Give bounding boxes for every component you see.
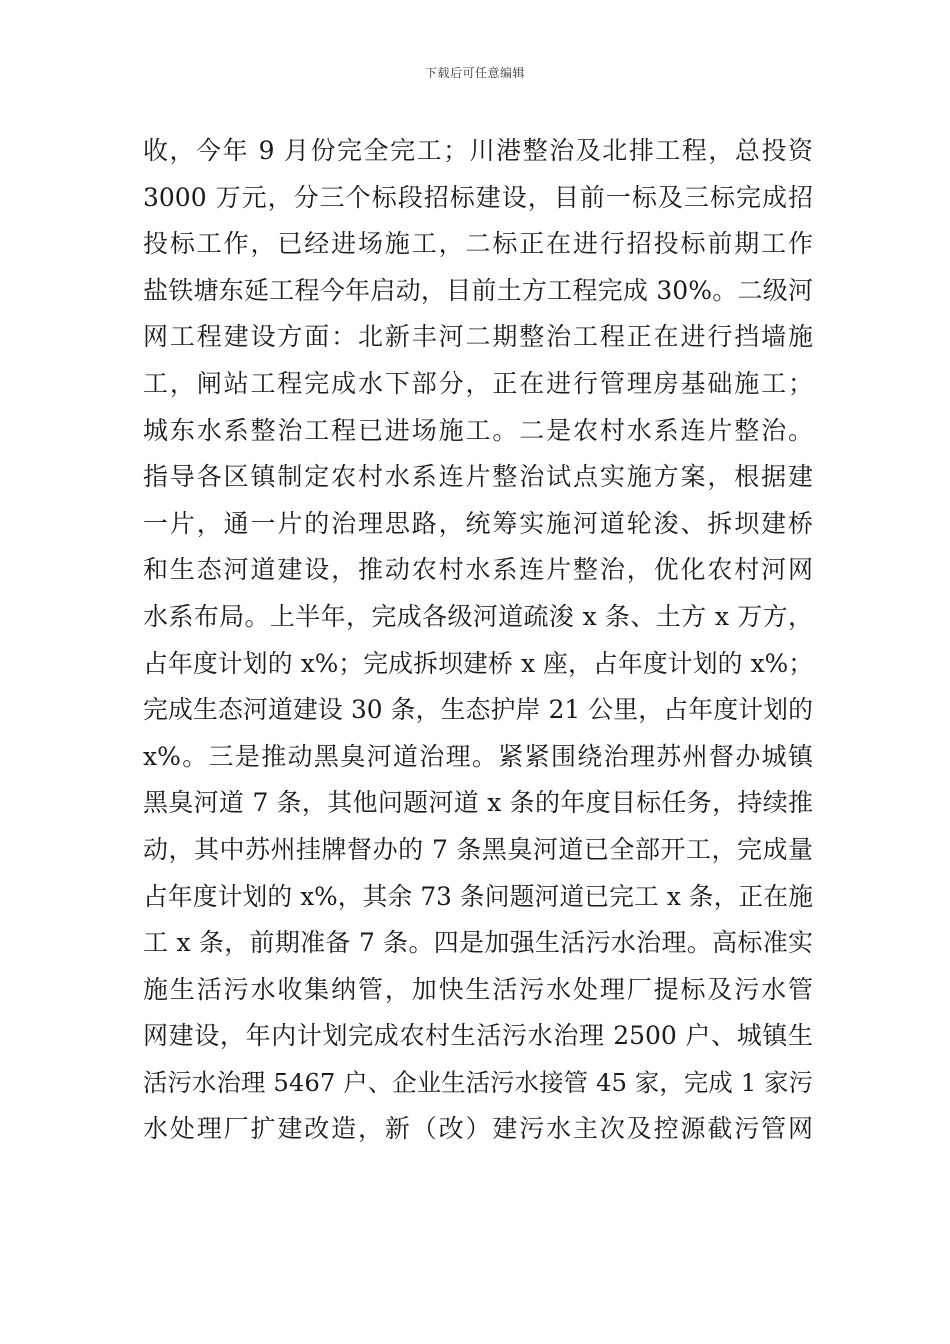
- text-line: 盐铁塘东延工程今年启动，目前土方工程完成 30%。二级河: [143, 275, 813, 305]
- text-line: 工，闸站工程完成水下部分，正在进行管理房基础施工；: [143, 368, 813, 398]
- text-line: 活污水治理 5467 户、企业生活污水接管 45 家，完成 1 家污: [143, 1067, 813, 1097]
- page-header: 下载后可任意编辑: [424, 66, 525, 80]
- text-line: 网工程建设方面：北新丰河二期整治工程正在进行挡墙施: [143, 322, 813, 352]
- text-line: 投标工作，已经进场施工，二标正在进行招投标前期工作: [143, 229, 813, 259]
- text-line: 收，今年 9 月份完全完工；川港整治及北排工程，总投资: [143, 136, 813, 165]
- text-line: 指导各区镇制定农村水系连片整治试点实施方案，根据建: [143, 462, 813, 492]
- text-line: 网建设，年内计划完成农村生活污水治理 2500 户、城镇生: [143, 1021, 813, 1051]
- text-line: 水系布局。上半年，完成各级河道疏浚 x 条、土方 x 万方，: [143, 601, 813, 631]
- text-line: 城东水系整治工程已进场施工。二是农村水系连片整治。: [143, 415, 813, 445]
- text-line: 占年度计划的 x%，其余 73 条问题河道已完工 x 条，正在施: [143, 881, 813, 911]
- text-line: 水处理厂扩建改造，新（改）建污水主次及控源截污管网: [143, 1114, 813, 1144]
- text-line: 黑臭河道 7 条，其他问题河道 x 条的年度目标任务，持续推: [143, 788, 813, 818]
- text-line: 占年度计划的 x%；完成拆坝建桥 x 座，占年度计划的 x%；: [143, 648, 813, 678]
- text-line: 完成生态河道建设 30 条，生态护岸 21 公里，占年度计划的: [143, 695, 813, 725]
- text-line: 动，其中苏州挂牌督办的 7 条黑臭河道已全部开工，完成量: [143, 834, 813, 864]
- text-line: 和生态河道建设，推动农村水系连片整治，优化农村河网: [143, 555, 813, 585]
- text-line: 3000 万元，分三个标段招标建设，目前一标及三标完成招: [143, 182, 813, 212]
- text-line: x%。三是推动黑臭河道治理。紧紧围绕治理苏州督办城镇: [143, 741, 813, 771]
- text-line: 工 x 条，前期准备 7 条。四是加强生活污水治理。高标准实: [143, 928, 813, 958]
- body-text: [143, 128, 813, 1153]
- text-line: 施生活污水收集纳管，加快生活污水处理厂提标及污水管: [143, 974, 813, 1004]
- text-line: 一片，通一片的治理思路，统筹实施河道轮浚、拆坝建桥: [143, 508, 813, 538]
